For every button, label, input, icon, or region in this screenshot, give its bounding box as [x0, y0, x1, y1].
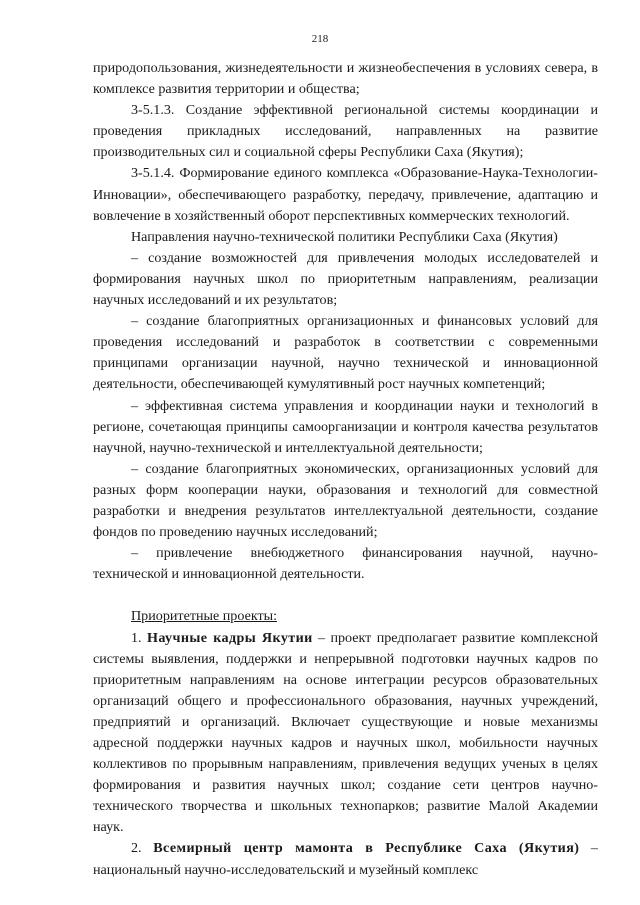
spacer [93, 585, 598, 606]
policy-item: – создание благоприятных экономических, организационных условий для разных форм кооперации науки, образования и технологий для совместной разработки и внедрения результатов интеллектуальной деятельности, создание фондов по проведению научных исследований; [93, 460, 598, 541]
project-1-number: 1. [131, 629, 142, 646]
paragraph-3-5-1-4: 3-5.1.4. Формирование единого комплекса «Образование-Наука-Технологии-Инновации», обеспечивающего разработку, передачу, привлечение, адаптацию и вовлечение в хозяйственный оборот перспективных коммерческих технологий. [93, 165, 598, 224]
project-2-number: 2. [131, 840, 142, 857]
project-2-text: – национальный научно-исследовательский и музейный комплекс [93, 840, 598, 878]
projects-heading [93, 606, 598, 627]
policy-item: – привлечение внебюджетного финансирования научной, научно-технической и инновационной деятельности. [93, 545, 598, 583]
project-1-text: – проект предполагает развитие комплексной системы выявления, поддержки и непрерывной подготовки научных кадров по приоритетным направлениям на основе интеграции ресурсов образовательных организаций общего и профессионального образования, научных учреждений, предприятий и организаций. Включает существующие и новые механизмы адресной поддержки научных кадров и научных школ, мобильности научных коллективов по прорывным направлениям, привлечения ведущих ученых в целях формирования и развития научных школ; создание сети центров научно-технического творчества и школьных технопарков; развитие Малой Академии наук. [93, 629, 599, 836]
page-content [93, 58, 598, 881]
intro-paragraph: природопользования, жизнедеятельности и жизнеобеспечения в условиях севера, в комплексе развития территории и общества; [93, 60, 598, 98]
project-1-title: Научные кадры Якутии [146, 629, 313, 646]
policy-item: – создание возможностей для привлечения молодых исследователей и формирования научных школ по приоритетным направлениям, реализации научных исследований и их результатов; [93, 249, 598, 309]
project-2-title: Всемирный центр мамонта в Республике Саха (Якутия) [153, 840, 580, 857]
policy-item: – эффективная система управления и координации науки и технологий в регионе, сочетающая принципы самоорганизации и контроля качества результатов научной, научно-технической и интеллектуальной деятельности; [93, 397, 598, 456]
project-1 [93, 628, 598, 839]
project-2 [93, 838, 598, 880]
policy-heading: Направления научно-технической политики Республики Саха (Якутия) [131, 228, 558, 245]
policy-item: – создание благоприятных организационных и финансовых условий для проведения исследований и разработок в соответствии с современными принципами организации научной, научно технической и инновационной деятельности, обеспечивающей кумулятивный рост научных компетенций; [93, 313, 598, 393]
paragraph-3-5-1-3: 3-5.1.3. Создание эффективной региональной системы координации и проведения прикладных исследований, направленных на развитие производительных сил и социальной сферы Республики Саха (Якутия); [93, 102, 598, 161]
projects-heading-text: Приоритетные проекты: [131, 608, 278, 625]
page-number: 218 [311, 33, 329, 45]
